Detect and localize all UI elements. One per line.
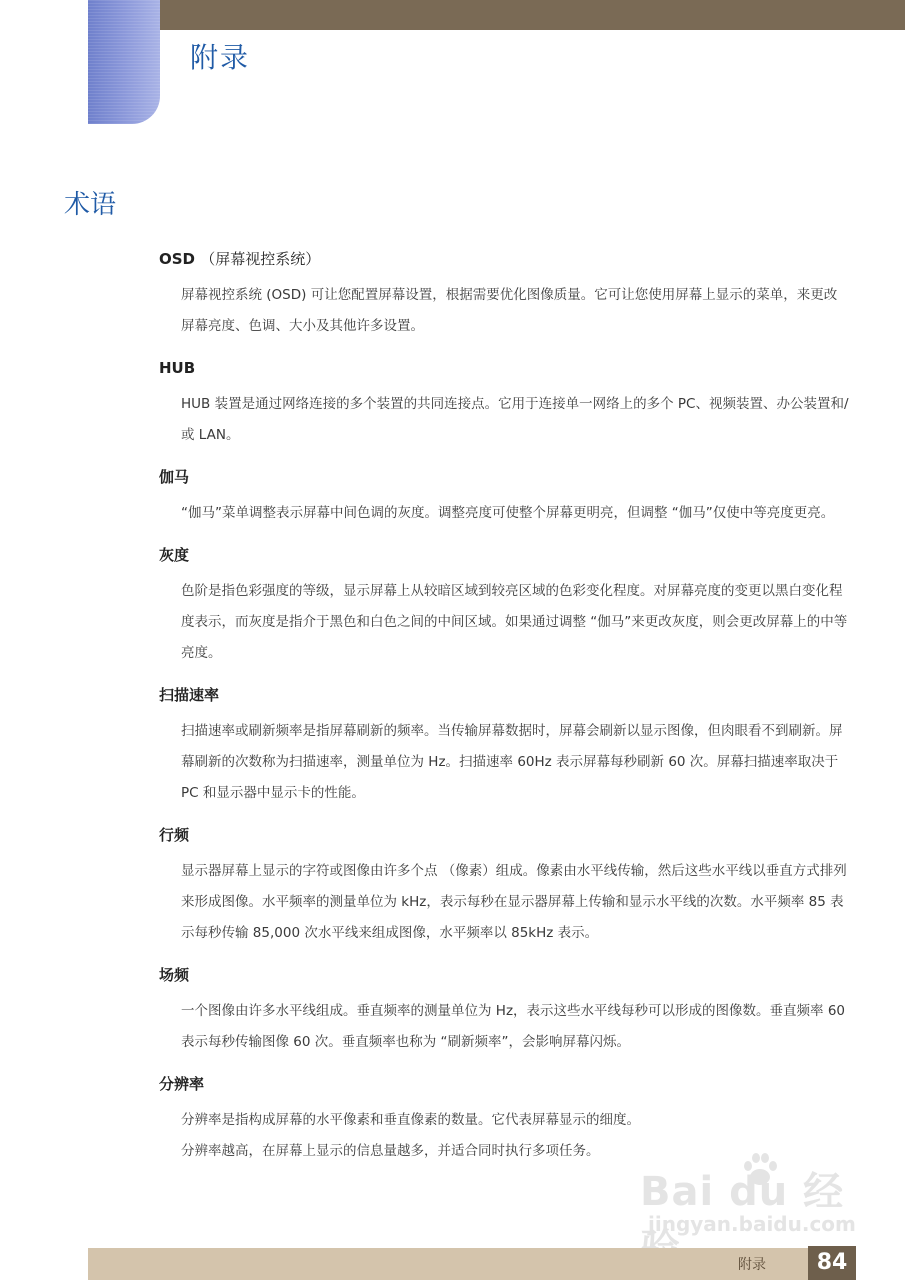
header-bar bbox=[160, 0, 905, 30]
term-body bbox=[181, 280, 849, 342]
term-entry bbox=[159, 356, 849, 451]
term-paragraph: 扫描速率或刷新频率是指屏幕刷新的频率。当传输屏幕数据时，屏幕会刷新以显示图像，但肉眼看不到刷新。屏幕刷新的次数称为扫描速率，测量单位为 Hz。扫描速率 60Hz 表示屏幕每秒刷新 60 次。屏幕扫描速率取决于 PC 和显示器中显示卡的性能。 bbox=[181, 723, 843, 801]
term-entry bbox=[159, 247, 849, 342]
term-heading bbox=[159, 823, 849, 847]
term-paragraph: “伽马”菜单调整表示屏幕中间色调的灰度。调整亮度可使整个屏幕更明亮，但调整 “伽马”仅使中等亮度更亮。 bbox=[181, 505, 835, 521]
term-heading bbox=[159, 543, 849, 567]
term-heading-text: 灰度 bbox=[159, 546, 190, 564]
watermark-brand: Bai du 经 bbox=[640, 1169, 845, 1215]
term-heading-text: 分辨率 bbox=[159, 1075, 205, 1093]
term-heading-text: 行频 bbox=[159, 826, 190, 844]
baidu-watermark bbox=[640, 1150, 855, 1245]
term-paragraph: HUB 装置是通过网络连接的多个装置的共同连接点。它用于连接单一网络上的多个 PC、视频装置、办公装置和/或 LAN。 bbox=[181, 396, 849, 443]
page-number: 84 bbox=[808, 1246, 856, 1280]
term-entry bbox=[159, 823, 849, 949]
term-body bbox=[181, 996, 849, 1058]
term-heading-text: OSD bbox=[159, 250, 196, 268]
term-paragraph: 屏幕视控系统 (OSD) 可让您配置屏幕设置，根据需要优化图像质量。它可让您使用屏幕上显示的菜单，来更改屏幕亮度、色调、大小及其他许多设置。 bbox=[181, 287, 838, 334]
term-heading bbox=[159, 247, 849, 271]
term-heading-paren: （屏幕视控系统） bbox=[200, 250, 321, 268]
chapter-title: 附录 bbox=[190, 41, 251, 74]
term-paragraph: 分辨率是指构成屏幕的水平像素和垂直像素的数量。它代表屏幕显示的细度。 bbox=[181, 1112, 640, 1128]
term-entry bbox=[159, 465, 849, 529]
term-heading-text: 伽马 bbox=[159, 468, 190, 486]
term-entry bbox=[159, 683, 849, 809]
term-heading-text: 扫描速率 bbox=[159, 686, 220, 704]
term-list bbox=[159, 247, 849, 1167]
term-body bbox=[181, 856, 849, 949]
term-heading-text: HUB bbox=[159, 359, 196, 377]
term-heading bbox=[159, 356, 849, 380]
term-paragraph: 色阶是指色彩强度的等级，显示屏幕上从较暗区域到较亮区域的色彩变化程度。对屏幕亮度的变更以黑白变化程度表示，而灰度是指介于黑色和白色之间的中间区域。如果通过调整 “伽马”来更改灰度，则会更改屏幕上的中等亮度。 bbox=[181, 583, 848, 661]
term-paragraph: 分辨率越高，在屏幕上显示的信息量越多，并适合同时执行多项任务。 bbox=[181, 1143, 600, 1159]
term-entry bbox=[159, 963, 849, 1058]
term-heading bbox=[159, 1072, 849, 1096]
chapter-tab bbox=[88, 0, 160, 124]
term-body bbox=[181, 389, 849, 451]
term-heading-text: 场频 bbox=[159, 966, 190, 984]
term-paragraph: 一个图像由许多水平线组成。垂直频率的测量单位为 Hz，表示这些水平线每秒可以形成的图像数。垂直频率 60 表示每秒传输图像 60 次。垂直频率也称为 “刷新频率”，会影响屏幕闪烁。 bbox=[181, 1003, 845, 1050]
term-body bbox=[181, 576, 849, 669]
term-body bbox=[181, 498, 849, 529]
section-title: 术语 bbox=[64, 190, 117, 220]
term-heading bbox=[159, 465, 849, 489]
term-entry bbox=[159, 543, 849, 669]
footer-label: 附录 bbox=[738, 1257, 766, 1273]
term-body bbox=[181, 716, 849, 809]
watermark-url: jingyan.baidu.com bbox=[648, 1212, 856, 1236]
term-heading bbox=[159, 963, 849, 987]
term-heading bbox=[159, 683, 849, 707]
term-paragraph: 显示器屏幕上显示的字符或图像由许多个点 （像素）组成。像素由水平线传输，然后这些水平线以垂直方式排列来形成图像。水平频率的测量单位为 kHz，表示每秒在显示器屏幕上传输和显示水平线的次数。水平频率 85 表示每秒传输 85,000 次水平线来组成图像，水平频率以 85kHz 表示。 bbox=[181, 863, 847, 941]
